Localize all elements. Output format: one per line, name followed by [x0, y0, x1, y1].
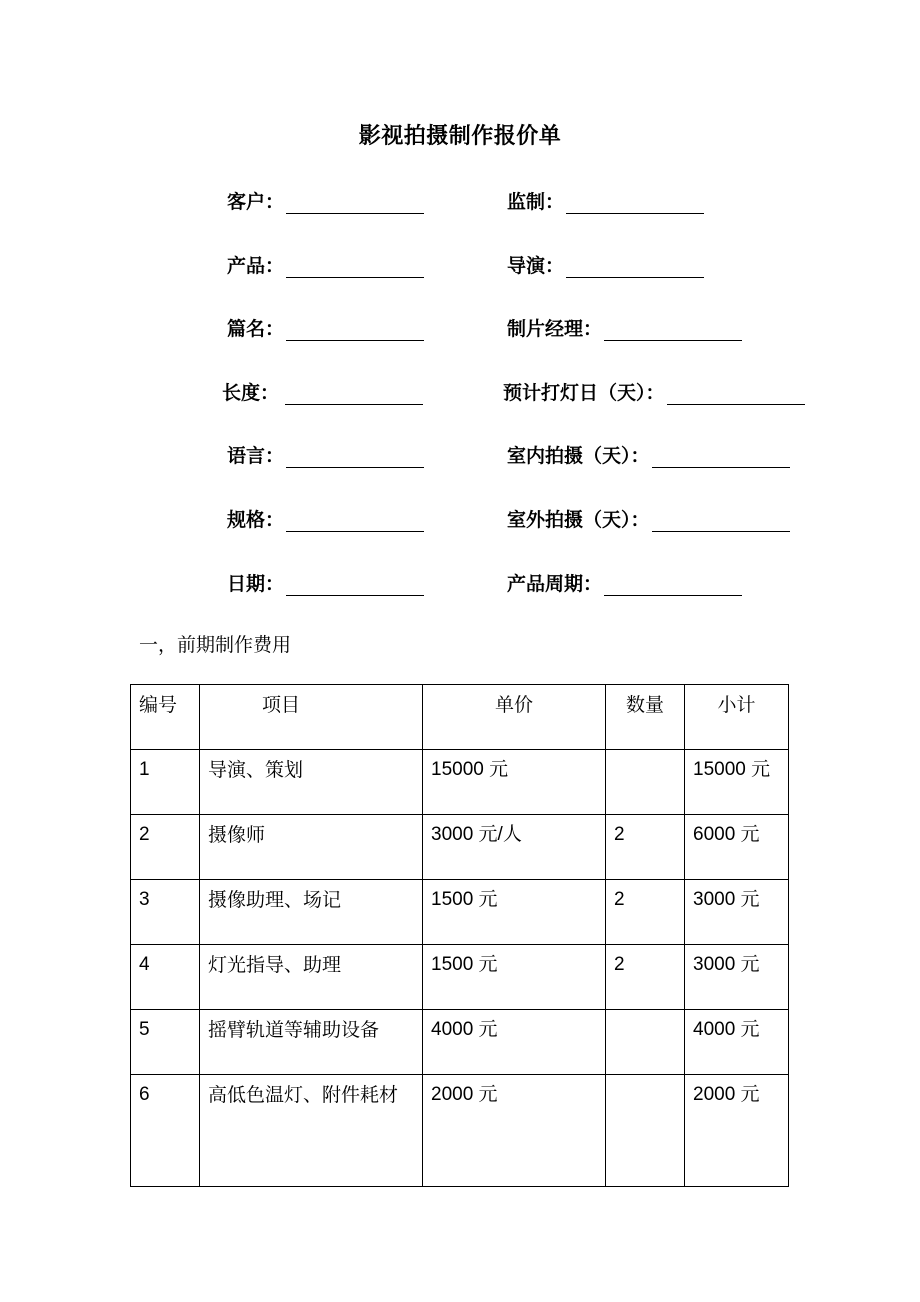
field-lighting-days — [503, 375, 805, 405]
field-label: 制片经理： — [507, 318, 603, 340]
cell-no: 6 — [131, 1075, 200, 1187]
field-label: 日期： — [227, 573, 285, 595]
table-row — [131, 880, 789, 945]
header-cell: 数量 — [606, 685, 685, 750]
blank-line[interactable] — [285, 382, 423, 405]
blank-line[interactable] — [286, 445, 424, 468]
table-row — [131, 945, 789, 1010]
cell-item: 摄像助理、场记 — [200, 880, 423, 945]
field-label: 客户： — [227, 191, 285, 213]
cell-subtotal: 2000 元 — [685, 1075, 789, 1187]
table-row — [131, 750, 789, 815]
field-label: 长度： — [222, 382, 280, 404]
field-label: 预计打灯日（天）： — [503, 382, 665, 404]
blank-line[interactable] — [652, 445, 790, 468]
field-supervisor — [507, 184, 704, 214]
cell-no: 3 — [131, 880, 200, 945]
cell-qty — [606, 1010, 685, 1075]
cell-no: 5 — [131, 1010, 200, 1075]
field-label: 室外拍摄（天）： — [507, 509, 650, 531]
cell-price: 15000 元 — [423, 750, 606, 815]
field-product-cycle — [507, 566, 742, 596]
table-row — [131, 815, 789, 880]
field-date — [227, 566, 424, 596]
blank-line[interactable] — [286, 509, 424, 532]
field-spec — [227, 502, 424, 532]
header-cell: 项目 — [200, 685, 423, 750]
section-heading: 一，前期制作费用 — [139, 634, 292, 656]
field-title — [227, 311, 424, 341]
document-title: 影视拍摄制作报价单 — [358, 124, 562, 149]
cell-subtotal: 4000 元 — [685, 1010, 789, 1075]
blank-line[interactable] — [566, 191, 704, 214]
field-language — [227, 438, 424, 468]
blank-line[interactable] — [286, 573, 424, 596]
table-row — [131, 1010, 789, 1075]
field-outdoor-days — [507, 502, 790, 532]
field-label: 语言： — [227, 445, 285, 467]
cell-item: 摄像师 — [200, 815, 423, 880]
blank-line[interactable] — [566, 255, 704, 278]
field-customer — [227, 184, 424, 214]
quote-table — [130, 684, 789, 1187]
field-label: 产品周期： — [507, 573, 603, 595]
field-indoor-days — [507, 438, 790, 468]
cell-price: 2000 元 — [423, 1075, 606, 1187]
field-product — [227, 248, 424, 278]
header-cell: 单价 — [423, 685, 606, 750]
cell-no: 2 — [131, 815, 200, 880]
blank-line[interactable] — [604, 318, 742, 341]
cell-price: 1500 元 — [423, 945, 606, 1010]
field-director — [507, 248, 704, 278]
field-label: 产品： — [227, 255, 285, 277]
blank-line[interactable] — [286, 191, 424, 214]
header-cell: 小计 — [685, 685, 789, 750]
cell-no: 4 — [131, 945, 200, 1010]
field-label: 导演： — [507, 255, 565, 277]
field-length — [222, 375, 423, 405]
blank-line[interactable] — [667, 382, 805, 405]
cell-qty: 2 — [606, 815, 685, 880]
cell-item: 高低色温灯、附件耗材 — [200, 1075, 423, 1187]
blank-line[interactable] — [652, 509, 790, 532]
blank-line[interactable] — [604, 573, 742, 596]
field-label: 规格： — [227, 509, 285, 531]
cell-qty — [606, 750, 685, 815]
cell-price: 4000 元 — [423, 1010, 606, 1075]
cell-price: 1500 元 — [423, 880, 606, 945]
cell-qty: 2 — [606, 880, 685, 945]
cell-subtotal: 3000 元 — [685, 880, 789, 945]
cell-price: 3000 元/人 — [423, 815, 606, 880]
field-label: 监制： — [507, 191, 565, 213]
cell-item: 摇臂轨道等辅助设备 — [200, 1010, 423, 1075]
cell-qty: 2 — [606, 945, 685, 1010]
blank-line[interactable] — [286, 255, 424, 278]
table-row — [131, 1075, 789, 1187]
blank-line[interactable] — [286, 318, 424, 341]
field-label: 室内拍摄（天）： — [507, 445, 650, 467]
cell-item: 导演、策划 — [200, 750, 423, 815]
table-header-row — [131, 685, 789, 750]
cell-qty — [606, 1075, 685, 1187]
cell-subtotal: 15000 元 — [685, 750, 789, 815]
cell-no: 1 — [131, 750, 200, 815]
field-label: 篇名： — [227, 318, 285, 340]
field-production-manager — [507, 311, 742, 341]
header-cell: 编号 — [131, 685, 200, 750]
cell-subtotal: 3000 元 — [685, 945, 789, 1010]
cell-subtotal: 6000 元 — [685, 815, 789, 880]
cell-item: 灯光指导、助理 — [200, 945, 423, 1010]
